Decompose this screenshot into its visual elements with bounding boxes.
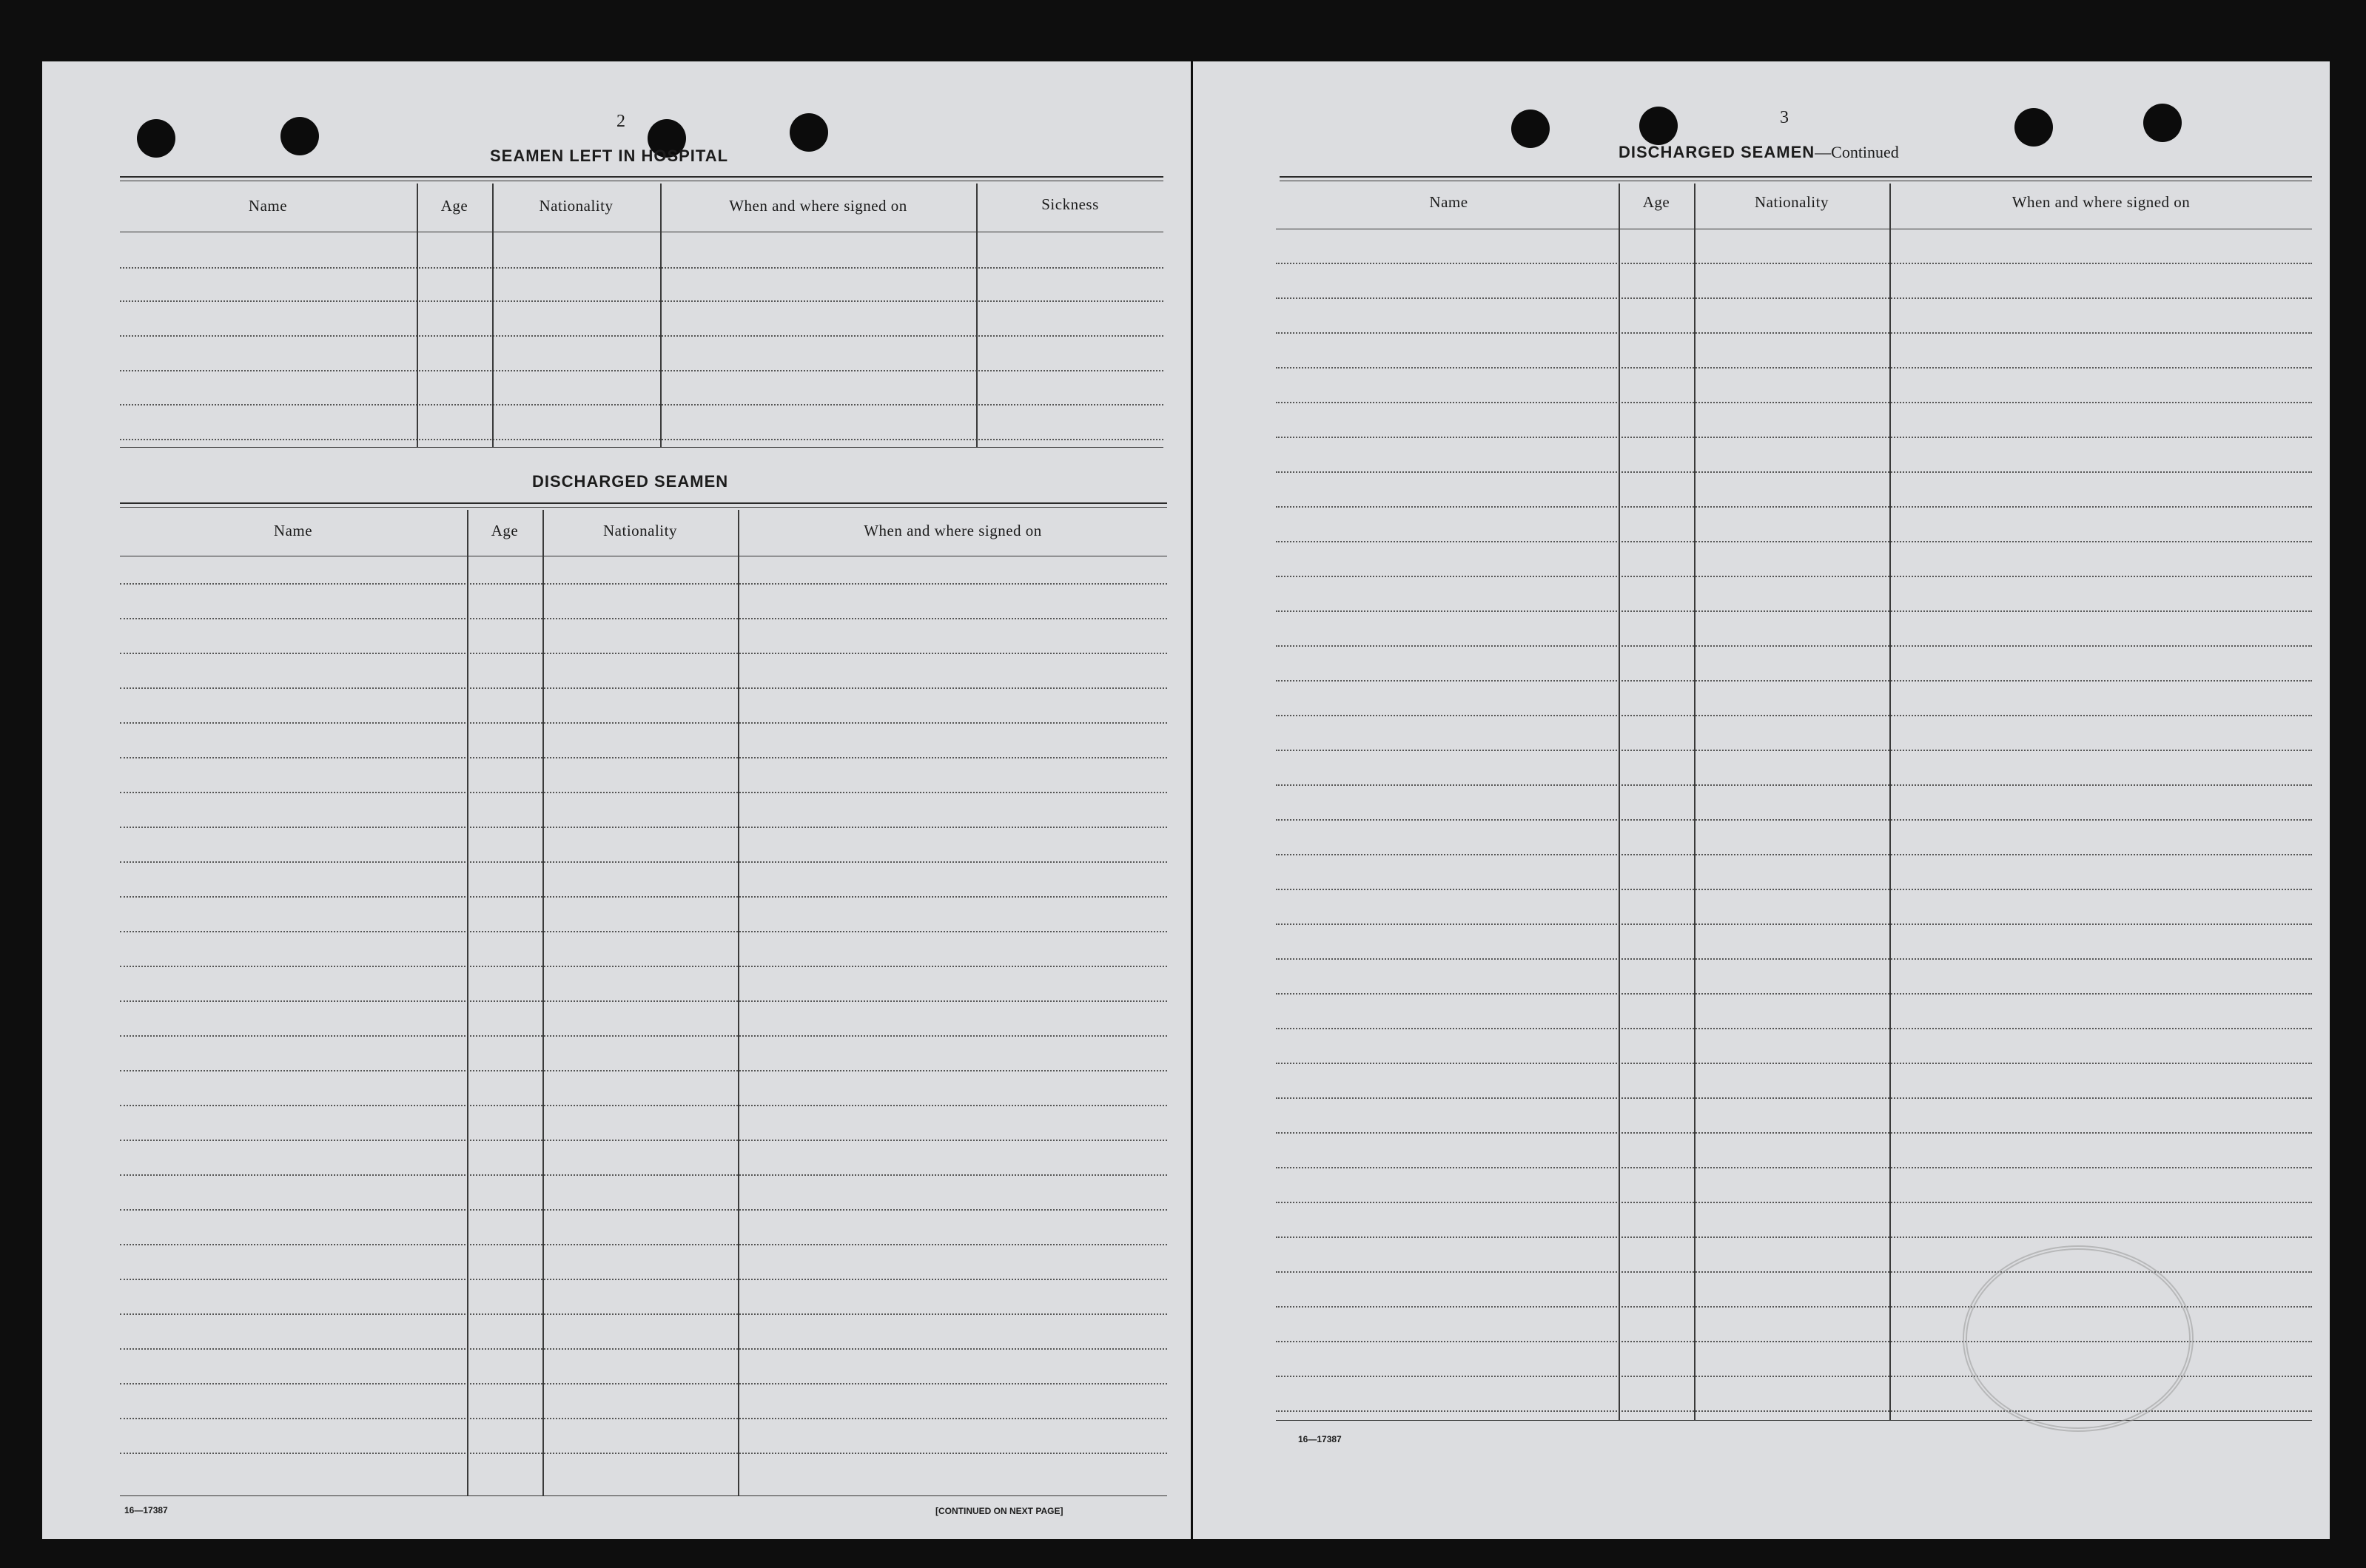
punch-hole bbox=[137, 119, 175, 158]
discharged-continued-title bbox=[1619, 143, 1899, 162]
punch-hole bbox=[790, 113, 828, 152]
right-page bbox=[1193, 61, 2330, 1539]
col-header-name: Name bbox=[1429, 193, 1468, 211]
form-number: 16—17387 bbox=[124, 1505, 168, 1515]
section-title-suffix: —Continued bbox=[1815, 143, 1899, 161]
col-header-age: Age bbox=[491, 522, 519, 539]
col-header-signed-on: When and where signed on bbox=[729, 197, 907, 215]
punch-hole bbox=[1511, 110, 1550, 148]
punch-hole bbox=[2014, 108, 2053, 147]
page-number: 2 bbox=[616, 112, 625, 131]
col-header-nationality: Nationality bbox=[1755, 193, 1829, 211]
col-header-signed-on: When and where signed on bbox=[2012, 193, 2191, 211]
faded-stamp bbox=[1963, 1245, 2194, 1432]
col-header-sickness: Sickness bbox=[1041, 195, 1099, 213]
hospital-section-title: SEAMEN LEFT IN HOSPITAL bbox=[490, 147, 729, 165]
continued-note: [CONTINUED ON NEXT PAGE] bbox=[935, 1506, 1063, 1516]
col-header-age: Age bbox=[440, 197, 468, 215]
discharged-section-title: DISCHARGED SEAMEN bbox=[532, 472, 729, 491]
left-page bbox=[42, 61, 1191, 1539]
col-header-name: Name bbox=[273, 522, 313, 539]
col-header-name: Name bbox=[248, 197, 288, 215]
page-number: 3 bbox=[1780, 108, 1789, 127]
punch-hole bbox=[280, 117, 319, 155]
col-header-nationality: Nationality bbox=[603, 522, 677, 539]
section-title-text: DISCHARGED SEAMEN bbox=[1619, 143, 1815, 161]
col-header-signed-on: When and where signed on bbox=[864, 522, 1042, 539]
punch-hole bbox=[2143, 104, 2182, 142]
col-header-nationality: Nationality bbox=[539, 197, 614, 215]
col-header-age: Age bbox=[1642, 193, 1670, 211]
form-number: 16—17387 bbox=[1298, 1434, 1342, 1444]
punch-hole bbox=[1639, 107, 1678, 145]
